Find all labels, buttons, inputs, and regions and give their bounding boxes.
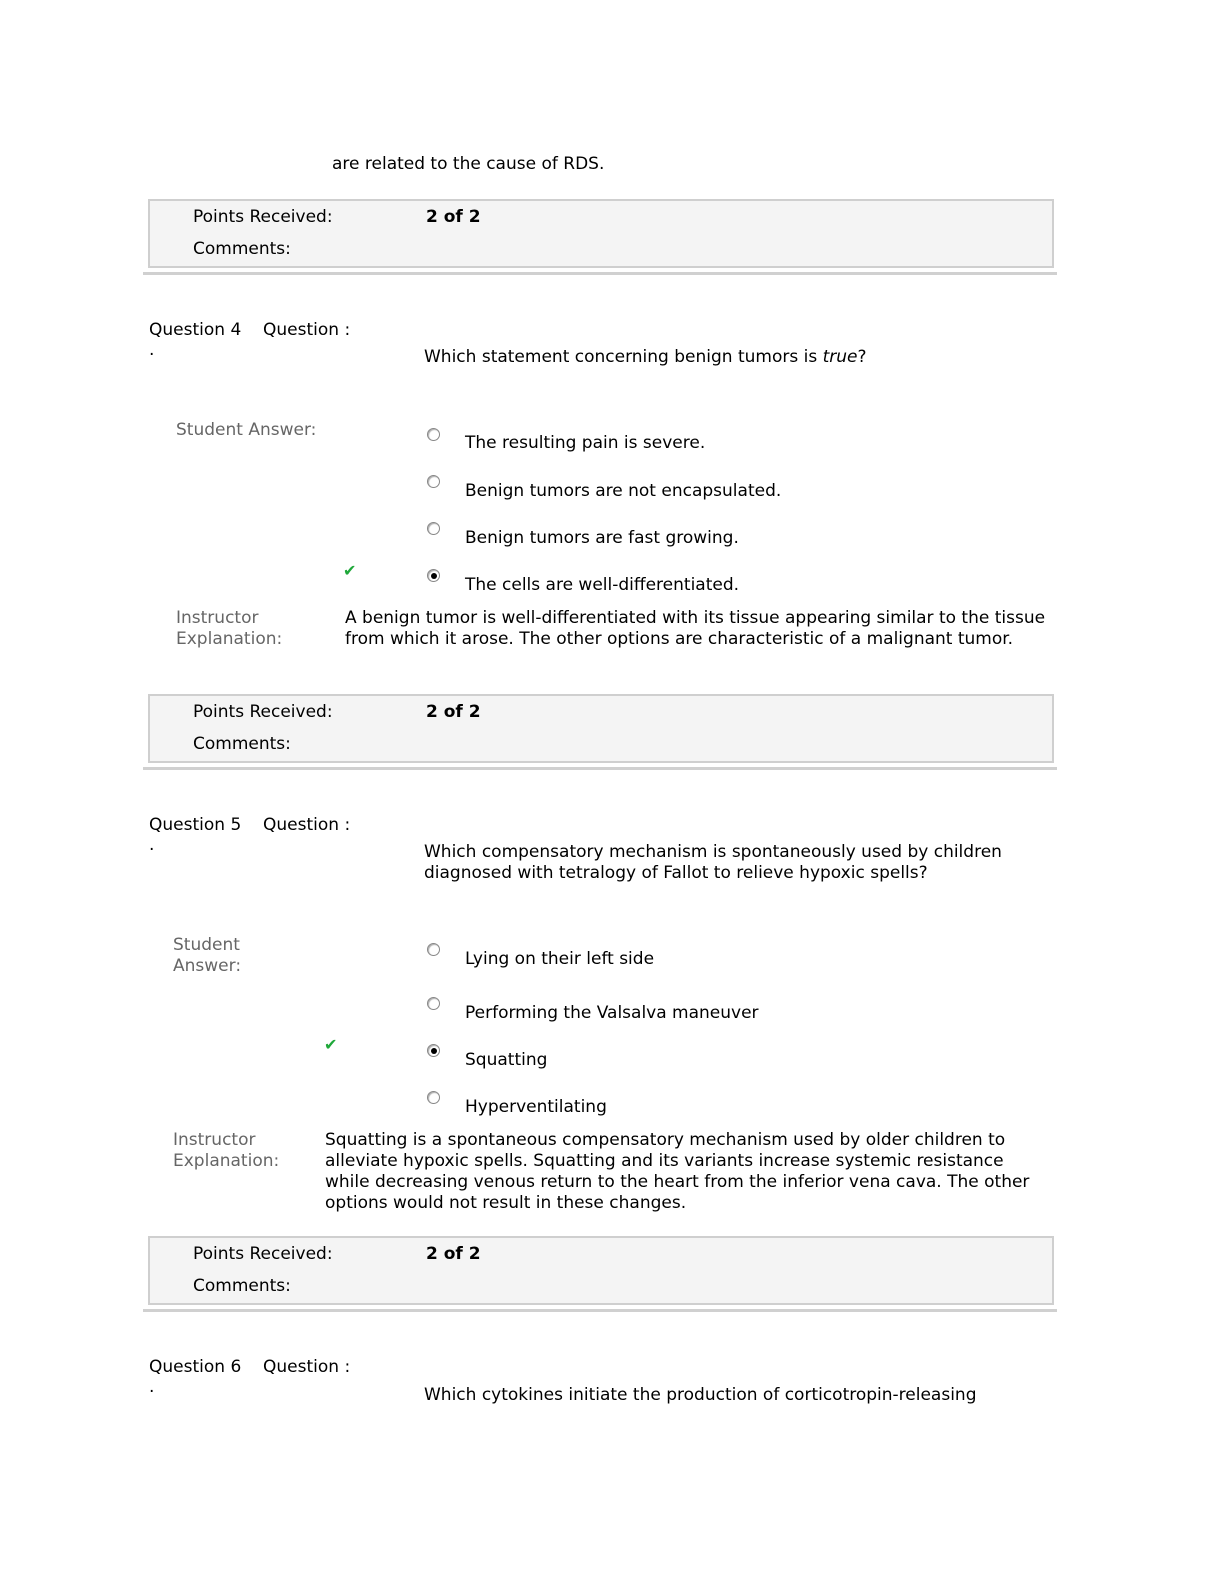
- divider: [143, 1309, 1057, 1312]
- option-radio[interactable]: [427, 997, 440, 1010]
- student-answer-label: Student: [173, 935, 240, 955]
- option-label: Benign tumors are fast growing.: [465, 528, 739, 548]
- question-label: Question :: [263, 815, 351, 835]
- explanation-label: Explanation:: [176, 629, 283, 649]
- divider: [143, 767, 1057, 770]
- bullet-dot: ·: [149, 840, 155, 860]
- question-text-emphasis: true: [822, 347, 858, 367]
- bullet-dot: ·: [149, 345, 155, 365]
- question-text-part: Which statement concerning benign tumors is: [424, 347, 823, 367]
- intro-text: are related to the cause of RDS.: [332, 154, 605, 174]
- instructor-label: Instructor: [173, 1130, 256, 1150]
- student-answer-label: Student Answer:: [176, 420, 317, 440]
- instructor-explanation: A benign tumor is well-differentiated with its tissue appearing similar to the tissue from which it arose. The other options are characteristic of a malignant tumor.: [345, 608, 1046, 649]
- student-answer-label: Answer:: [173, 956, 242, 976]
- option-radio[interactable]: [427, 428, 440, 441]
- instructor-explanation: Squatting is a spontaneous compensatory mechanism used by older children to alleviate hypoxic spells. Squatting and its variants increase systemic resistance while decreasing venous return to the heart from the inferior vena cava. The other options would not result in these changes.: [325, 1130, 1030, 1213]
- question-label: Question :: [263, 1357, 351, 1377]
- question-text: Which cytokines initiate the production of corticotropin-releasing: [424, 1385, 977, 1405]
- points-received-label: Points Received:: [193, 1244, 333, 1264]
- points-value: 2 of 2: [426, 1244, 481, 1264]
- question-number: Question 4: [149, 320, 242, 340]
- question-text: [424, 347, 867, 368]
- points-box-q4: [148, 694, 1054, 763]
- question-label: Question :: [263, 320, 351, 340]
- question-text-part: ?: [857, 347, 867, 367]
- correct-check-icon: ✔: [343, 561, 357, 580]
- instructor-label: Instructor: [176, 608, 259, 628]
- option-radio-selected[interactable]: [427, 569, 440, 582]
- option-label: Lying on their left side: [465, 949, 655, 969]
- points-value: 2 of 2: [426, 207, 481, 227]
- option-radio[interactable]: [427, 475, 440, 488]
- points-value: 2 of 2: [426, 702, 481, 722]
- points-received-label: Points Received:: [193, 702, 333, 722]
- option-radio[interactable]: [427, 943, 440, 956]
- comments-label: Comments:: [193, 239, 291, 259]
- option-radio[interactable]: [427, 1091, 440, 1104]
- option-label: The cells are well-differentiated.: [465, 575, 740, 595]
- question-text: Which compensatory mechanism is spontaneously used by children diagnosed with tetralogy of Fallot to relieve hypoxic spells?: [424, 842, 1002, 883]
- option-label: The resulting pain is severe.: [465, 433, 706, 453]
- option-radio[interactable]: [427, 522, 440, 535]
- question-number: Question 5: [149, 815, 242, 835]
- correct-check-icon: ✔: [324, 1035, 338, 1054]
- points-box-q3: [148, 199, 1054, 268]
- option-label: Performing the Valsalva maneuver: [465, 1003, 759, 1023]
- bullet-dot: ·: [149, 1382, 155, 1402]
- points-box-q5: [148, 1236, 1054, 1305]
- comments-label: Comments:: [193, 1276, 291, 1296]
- option-label: Hyperventilating: [465, 1097, 607, 1117]
- comments-label: Comments:: [193, 734, 291, 754]
- option-label: Benign tumors are not encapsulated.: [465, 481, 782, 501]
- explanation-label: Explanation:: [173, 1151, 280, 1171]
- points-received-label: Points Received:: [193, 207, 333, 227]
- option-label: Squatting: [465, 1050, 548, 1070]
- option-radio-selected[interactable]: [427, 1044, 440, 1057]
- question-number: Question 6: [149, 1357, 242, 1377]
- divider: [143, 272, 1057, 275]
